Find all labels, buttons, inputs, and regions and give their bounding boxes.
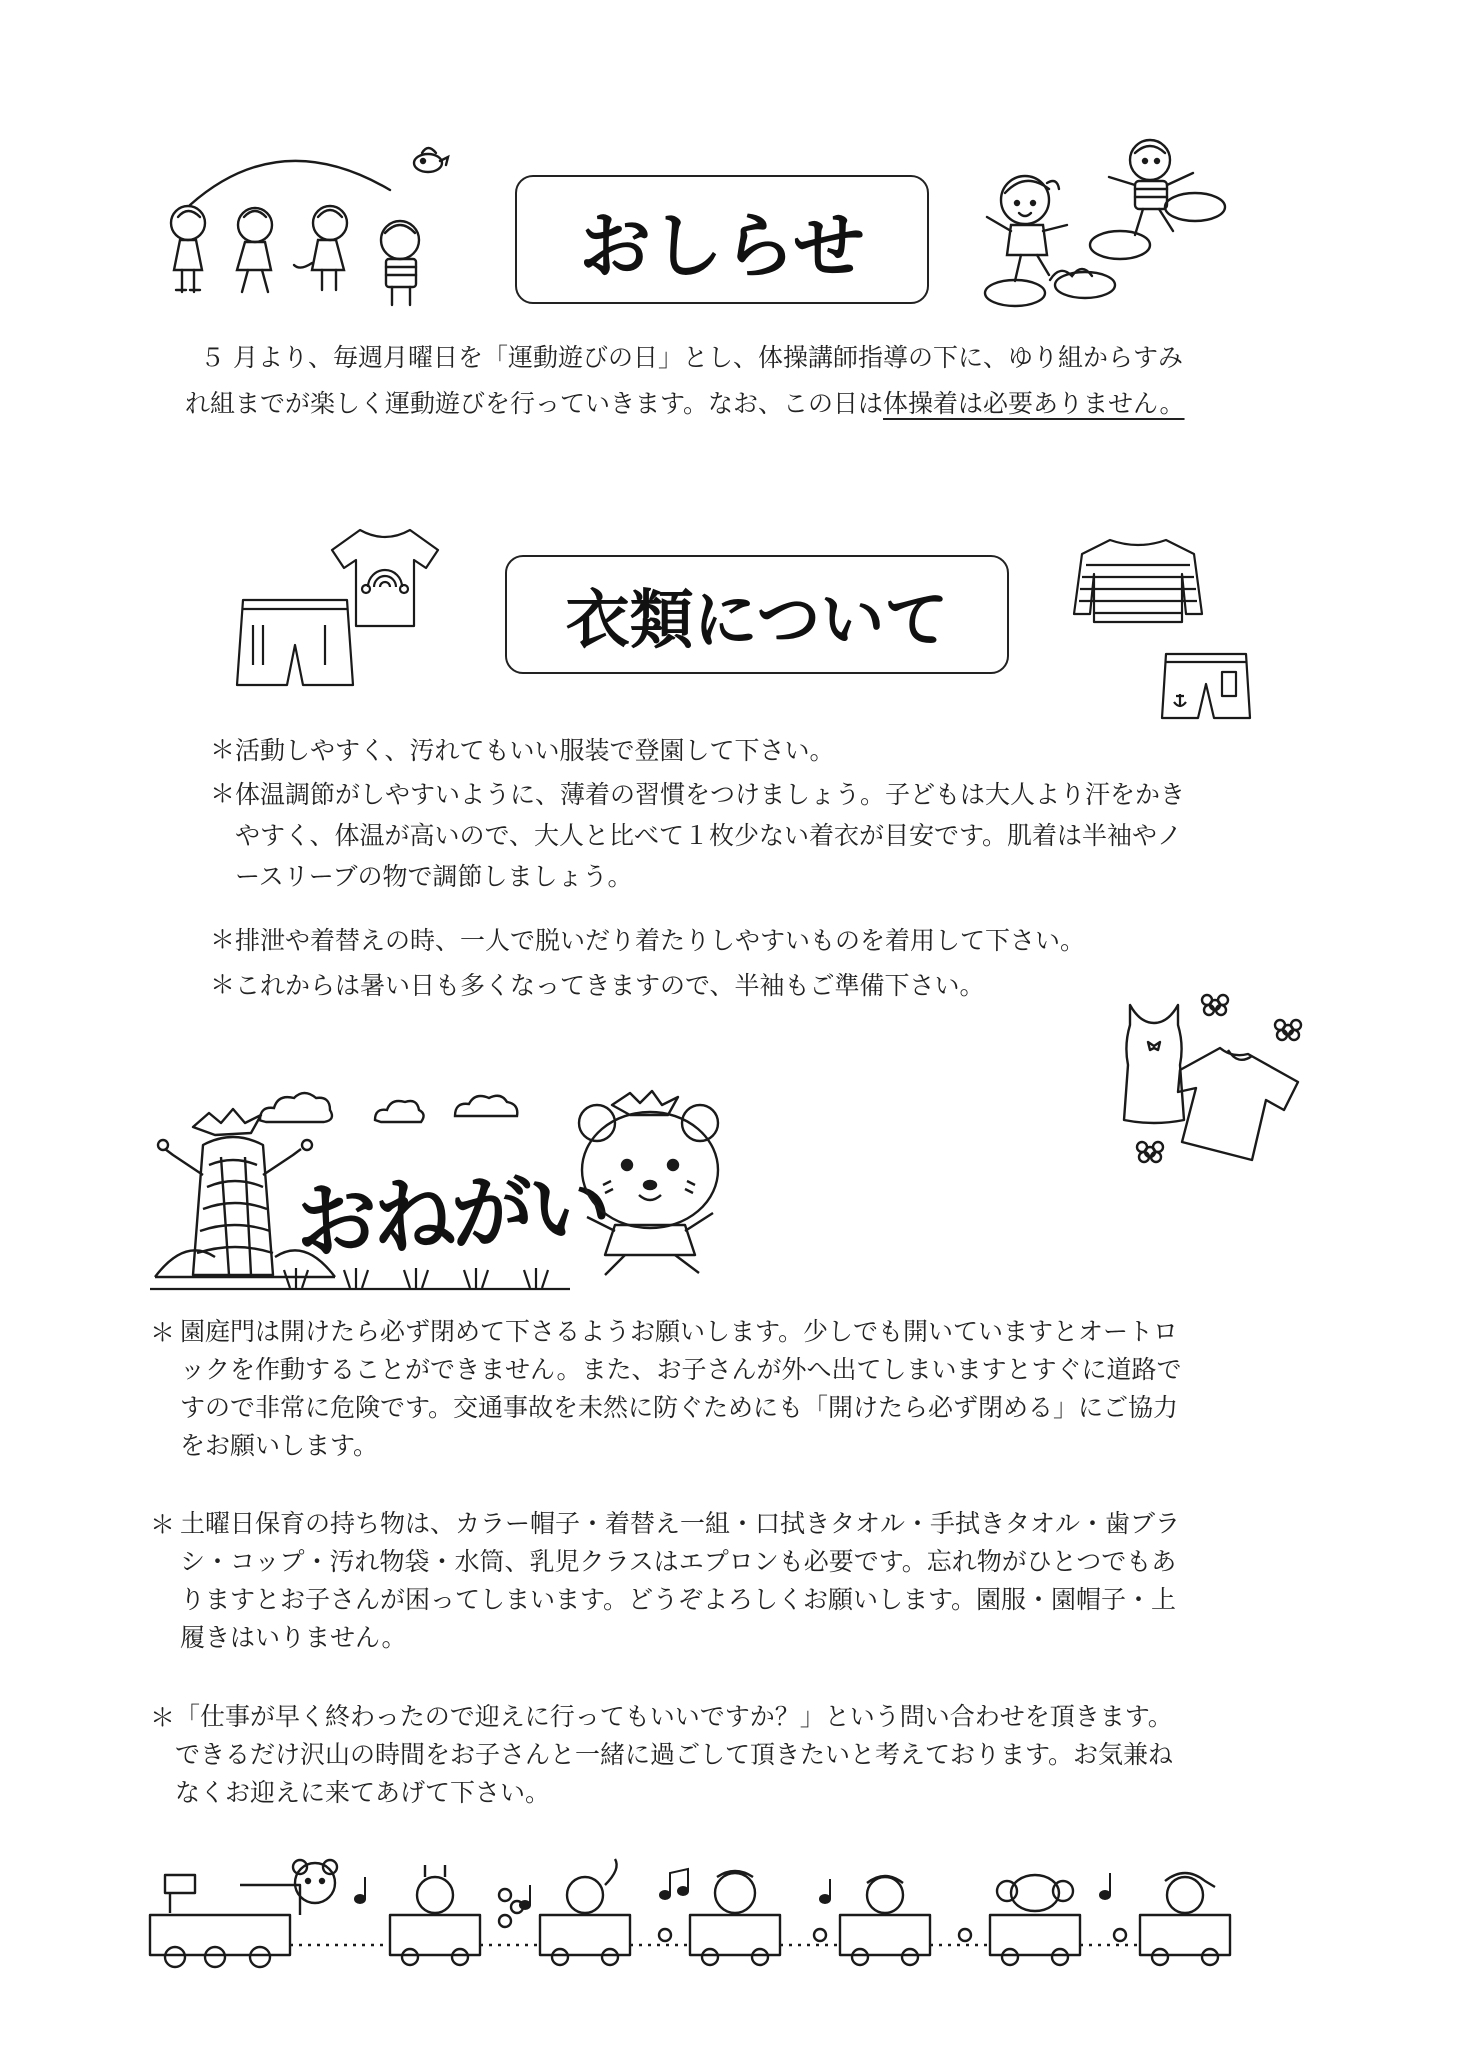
notice-line-2-text: れ組までが楽しく運動遊びを行っていきます。なお、この日は <box>185 389 884 418</box>
clothing-item-line: 体温調節がしやすいように、薄着の習慣をつけましょう。子どもは大人より汗をかき <box>235 780 1186 809</box>
notice-heading-text: おしらせ <box>579 203 865 288</box>
requests-item-2 <box>150 1505 1180 1657</box>
requests-item-line: シ・コップ・汚れ物袋・水筒、乳児クラスはエプロンも必要です。忘れ物がひとつでもあ <box>180 1547 1177 1576</box>
requests-heading: おねがい <box>293 1159 610 1272</box>
notice-emphasis: 体操着は必要ありません。 <box>883 389 1185 418</box>
requests-item-3 <box>150 1698 1173 1812</box>
shorts-icon <box>235 595 355 695</box>
clothing-item-line: 活動しやすく、汚れてもいい服装で登園して下さい。 <box>235 736 835 765</box>
requests-item-line: 「仕事が早く終わったので迎えに行ってもいいですか？」という問い合わせを頂きます。 <box>175 1702 1173 1731</box>
clothing-item-1 <box>210 730 835 771</box>
notice-paragraph <box>185 335 1185 427</box>
requests-item-line: ックを作動することができません。また、お子さんが外へ出てしまいますとすぐに道路で <box>180 1355 1182 1384</box>
requests-item-line: 園庭門は開けたら必ず閉めて下さるようお願いします。少しでも開いていますとオートロ <box>180 1317 1179 1346</box>
requests-item-line: 履きはいりません。 <box>180 1623 407 1652</box>
clothing-item-line: 排泄や着替えの時、一人で脱いだり着たりしやすいものを着用して下さい。 <box>235 926 1086 955</box>
bullet-mark: ＊ <box>150 1510 176 1539</box>
bear-character-icon <box>555 1085 745 1285</box>
requests-item-line: をお願いします。 <box>180 1431 379 1460</box>
anchor-shorts-icon <box>1160 650 1255 730</box>
bullet-mark: ＊ <box>210 970 236 999</box>
requests-item-line: なくお迎えに来てあげて下さい。 <box>175 1778 551 1807</box>
clothing-item-2 <box>210 774 1185 897</box>
notice-line-2 <box>185 381 1185 427</box>
clothing-heading <box>505 555 1009 674</box>
bullet-mark: ＊ <box>150 1318 176 1347</box>
requests-item-line: すので非常に危険です。交通事故を未然に防ぐためにも「開けたら必ず閉める」にご協力 <box>180 1393 1179 1422</box>
undershirts-flowers-icon <box>1110 990 1305 1175</box>
bullet-mark: ＊ <box>150 1703 176 1732</box>
requests-item-line: りますとお子さんが困ってしまいます。どうぞよろしくお願いします。園服・園帽子・上 <box>180 1585 1177 1614</box>
striped-sweater-icon <box>1070 535 1205 625</box>
bullet-mark: ＊ <box>210 735 236 764</box>
notice-line-1: ５ 月より、毎週月曜日を「運動遊びの日」とし、体操講師指導の下に、ゆり組からすみ <box>200 343 1183 372</box>
notice-heading <box>515 175 929 304</box>
requests-item-1 <box>150 1313 1182 1465</box>
hopping-children-icon <box>975 135 1245 315</box>
clothing-item-line: ースリーブの物で調節しましょう。 <box>235 862 633 891</box>
clothing-item-3 <box>210 920 1085 961</box>
requests-item-line: できるだけ沢山の時間をお子さんと一緒に過ごして頂きたいと考えております。お気兼ね <box>175 1740 1174 1769</box>
clothing-heading-text: 衣類について <box>565 583 949 658</box>
jump-rope-children-icon <box>160 145 460 310</box>
requests-item-line: 土曜日保育の持ち物は、カラー帽子・着替え一組・口拭きタオル・手拭きタオル・歯ブラ <box>180 1509 1181 1538</box>
clothing-item-line: これからは暑い日も多くなってきますので、半袖もご準備下さい。 <box>235 971 985 1000</box>
clothing-item-line: やすく、体温が高いので、大人と比べて１枚少ない着衣が目安です。肌着は半袖やノ <box>235 821 1183 850</box>
grass-divider-icon <box>150 1262 570 1292</box>
animal-train-icon <box>145 1855 1315 1970</box>
bullet-mark: ＊ <box>210 779 236 808</box>
bullet-mark: ＊ <box>210 925 236 954</box>
clothing-item-4 <box>210 965 985 1006</box>
